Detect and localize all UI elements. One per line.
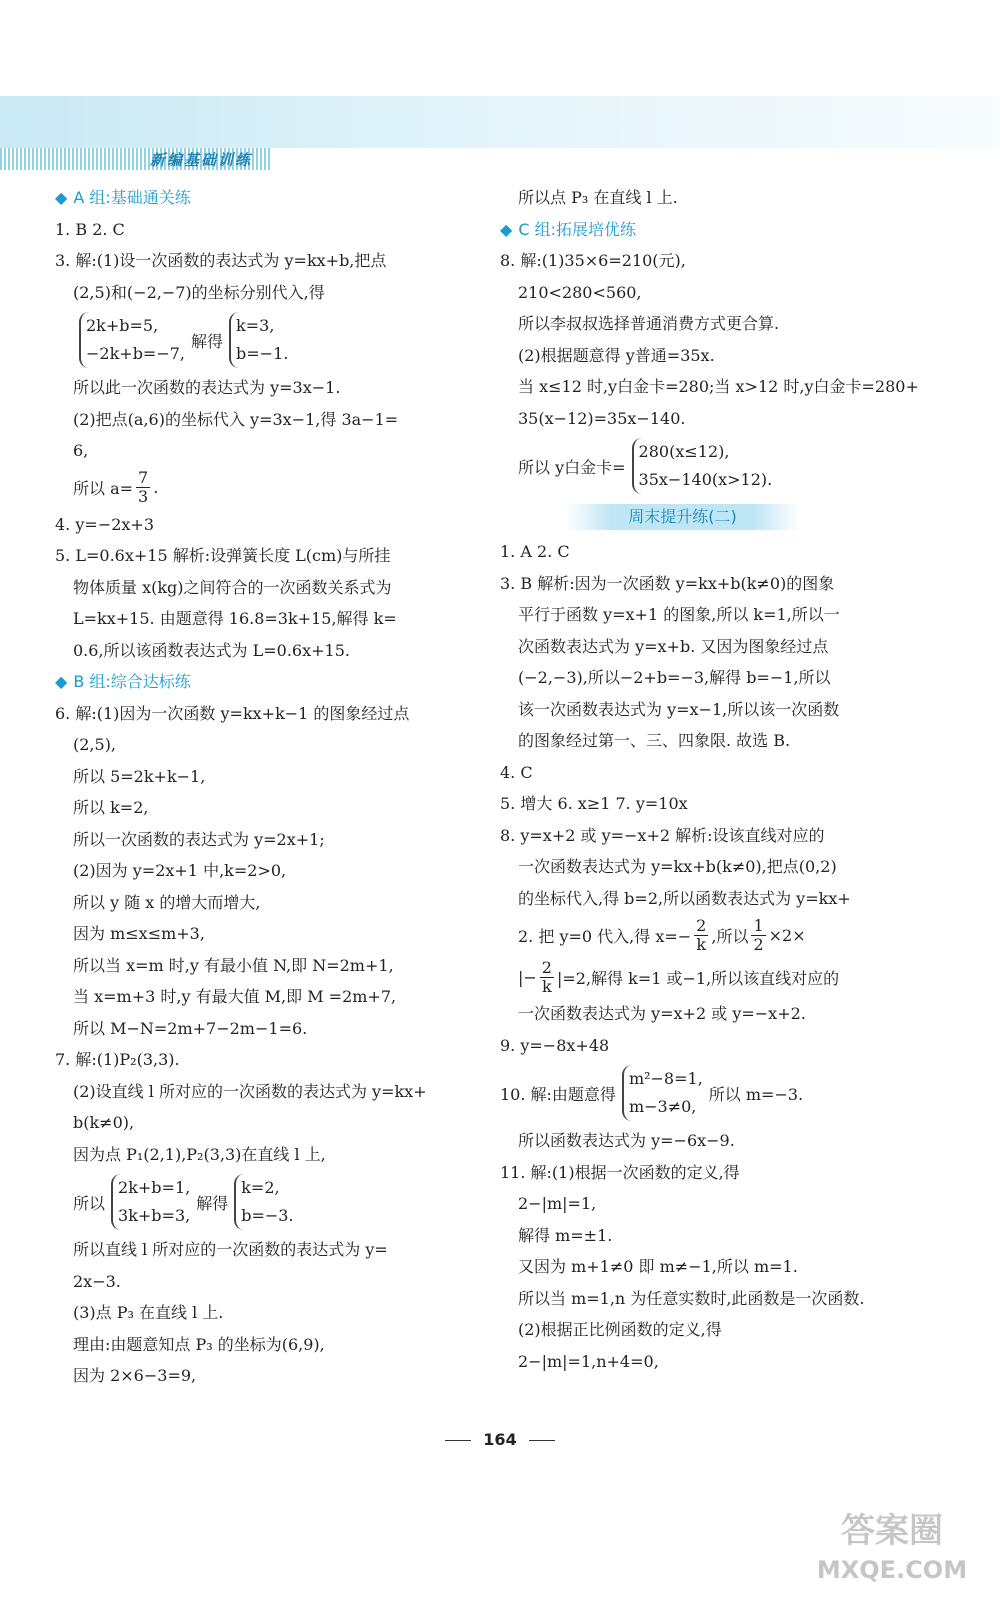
answer-line: 8. 解:(1)35×6=210(元), — [500, 251, 686, 270]
watermark-url: MXQE.COM — [816, 1556, 968, 1584]
answer-line: 的坐标代入,得 b=2,所以函数表达式为 y=kx+ — [518, 888, 851, 908]
answer-line: 3. B 解析:因为一次函数 y=kx+b(k≠0)的图象 — [500, 573, 835, 593]
answer-line: (2)设直线 l 所对应的一次函数的表达式为 y=kx+ — [73, 1081, 427, 1101]
diamond-icon: ◆ — [500, 219, 513, 239]
fraction-line: 2. 把 y=0 代入,得 x=− $\frac{2}{k}$ ,所以 $\frac{1}{2}$ ×2× — [518, 915, 806, 954]
answer-line: 所以点 P₃ 在直线 l 上. — [518, 188, 678, 207]
answer-line: 9. y=−8x+48 — [500, 1035, 610, 1055]
answer-line: 次函数表达式为 y=x+b. 又因为图象经过点 — [518, 636, 829, 656]
page-footer — [0, 1430, 1000, 1449]
brand-title: 新编基础训练 — [150, 151, 253, 169]
equation-system: 所以 2k+b=1, 3k+b=3, 解得 k=2, b=−3. — [55, 1170, 455, 1234]
answer-line: b(k≠0), — [73, 1113, 135, 1132]
answer-line: (2)根据正比例函数的定义,得 — [518, 1320, 722, 1339]
answer-line: 所以当 m=1,n 为任意实数时,此函数是一次函数. — [518, 1288, 865, 1308]
watermark-text: 答案圈 — [841, 1511, 943, 1551]
answer-line: (2)因为 y=2x+1 中,k=2>0, — [73, 861, 287, 880]
answer-line: (2,5), — [73, 735, 117, 754]
section-c-heading: ◆ C 组:拓展培优练 — [500, 219, 636, 239]
answer-line: L=kx+15. 由题意得 16.8=3k+15,解得 k= — [73, 609, 397, 628]
answer-line: 因为 m≤x≤m+3, — [73, 924, 205, 943]
answer-line: 所以 y 随 x 的增大而增大, — [73, 892, 261, 912]
answer-line: (2)根据题意得 y普通=35x. — [518, 345, 715, 365]
diamond-icon: ◆ — [55, 672, 68, 691]
answer-line: 0.6,所以该函数表达式为 L=0.6x+15. — [73, 640, 350, 660]
answer-line: 6. 解:(1)因为一次函数 y=kx+k−1 的图象经过点 — [55, 703, 410, 723]
page-number: 164 — [483, 1430, 517, 1449]
answer-line: 2x−3. — [73, 1271, 121, 1291]
fraction: $\frac{2}{k}$ — [696, 915, 707, 954]
answer-line: 所以此一次函数的表达式为 y=3x−1. — [73, 378, 341, 397]
answer-line: 因为点 P₁(2,1),P₂(3,3)在直线 l 上, — [73, 1144, 326, 1164]
answer-line: 11. 解:(1)根据一次函数的定义,得 — [500, 1162, 740, 1182]
answer-line: 当 x=m+3 时,y 有最大值 M,即 M =2m+7, — [73, 987, 397, 1006]
answer-line: 所以函数表达式为 y=−6x−9. — [518, 1131, 735, 1150]
answer-line: 所以直线 l 所对应的一次函数的表达式为 y= — [73, 1240, 388, 1259]
equation-system: 2k+b=5, −2k+b=−7, 解得 k=3, b=−1. — [55, 308, 455, 372]
system-brace: k=2, b=−3. — [234, 1174, 293, 1230]
answer-line: 7. 解:(1)P₂(3,3). — [55, 1050, 180, 1069]
diamond-icon: ◆ — [55, 188, 68, 207]
fraction: $\frac{2}{k}$ — [541, 957, 552, 996]
watermark-logo — [810, 1500, 975, 1590]
answer-line: (−2,−3),所以−2+b=−3,解得 b=−1,所以 — [518, 668, 831, 687]
answer-line: 一次函数表达式为 y=kx+b(k≠0),把点(0,2) — [518, 857, 837, 876]
answer-line: 所以 k=2, — [73, 798, 149, 817]
answer-line: 物体质量 x(kg)之间符合的一次函数关系式为 — [73, 577, 392, 597]
answer-line: 1. A 2. C — [500, 542, 570, 561]
answer-line: 8. y=x+2 或 y=−x+2 解析:设该直线对应的 — [500, 825, 825, 845]
section-b-heading: ◆ B 组:综合达标练 — [55, 672, 191, 691]
answer-line: 一次函数表达式为 y=x+2 或 y=−x+2. — [518, 1004, 806, 1023]
header-banner — [0, 96, 1000, 148]
system-brace: 280(x≤12), 35x−140(x>12). — [632, 438, 773, 494]
piecewise-function: 所以 y白金卡= 280(x≤12), 35x−140(x>12). — [500, 434, 900, 498]
left-column — [55, 182, 455, 1392]
answer-line: 所以 5=2k+k−1, — [73, 766, 206, 786]
fraction: $\frac{7}{3}$ — [138, 468, 149, 506]
system-brace: m²−8=1, m−3≠0, — [622, 1065, 703, 1121]
system-brace: k=3, b=−1. — [229, 312, 288, 368]
fraction: $\frac{1}{2}$ — [753, 915, 764, 954]
answer-line: 该一次函数表达式为 y=x−1,所以该一次函数 — [518, 699, 840, 719]
answer-line: 平行于函数 y=x+1 的图象,所以 k=1,所以一 — [518, 605, 840, 624]
answer-line: 1. B 2. C — [55, 219, 125, 239]
footer-dash — [445, 1440, 471, 1441]
footer-dash — [529, 1440, 555, 1441]
fraction-line: |− $\frac{2}{k}$ |=2,解得 k=1 或−1,所以该直线对应的 — [518, 957, 840, 996]
answer-line: 35(x−12)=35x−140. — [518, 408, 686, 428]
answer-line: 2−|m|=1, — [518, 1194, 597, 1213]
answer-line: 理由:由题意知点 P₃ 的坐标为(6,9), — [73, 1334, 325, 1354]
answer-line: 210<280<560, — [518, 282, 642, 302]
answer-line: 3. 解:(1)设一次函数的表达式为 y=kx+b,把点 — [55, 251, 387, 270]
equation-system: 10. 解:由题意得 m²−8=1, m−3≠0, 所以 m=−3. — [500, 1061, 900, 1125]
answer-line: (3)点 P₃ 在直线 l 上. — [73, 1303, 224, 1322]
answer-line: (2,5)和(−2,−7)的坐标分别代入,得 — [73, 282, 325, 302]
section-a-heading: ◆ A 组:基础通关练 — [55, 188, 191, 207]
answer-line: 当 x≤12 时,y白金卡=280;当 x>12 时,y白金卡=280+ — [518, 377, 919, 396]
system-brace: 2k+b=1, 3k+b=3, — [111, 1174, 190, 1230]
system-brace: 2k+b=5, −2k+b=−7, — [79, 312, 185, 368]
answer-line: 4. y=−2x+3 — [55, 514, 154, 534]
fraction-line: 所以 a= $\frac{7}{3}$ . — [73, 468, 159, 506]
answer-line: 的图象经过第一、三、四象限. 故选 B. — [518, 731, 791, 750]
answer-line: 5. L=0.6x+15 解析:设弹簧长度 L(cm)与所挂 — [55, 546, 391, 565]
answer-line: 5. 增大 6. x≥1 7. y=10x — [500, 794, 688, 813]
answer-line: 4. C — [500, 762, 533, 782]
answer-line: 6, — [73, 441, 89, 460]
answer-line: 又因为 m+1≠0 即 m≠−1,所以 m=1. — [518, 1257, 798, 1276]
answer-line: 2−|m|=1,n+4=0, — [518, 1351, 659, 1371]
answer-line: 所以一次函数的表达式为 y=2x+1; — [73, 829, 325, 849]
answer-line: (2)把点(a,6)的坐标代入 y=3x−1,得 3a−1= — [73, 409, 399, 429]
weekend-practice-heading: 周末提升练(二) — [565, 504, 800, 530]
answer-line: 所以当 x=m 时,y 有最小值 N,即 N=2m+1, — [73, 955, 394, 975]
answer-line: 所以李叔叔选择普通消费方式更合算. — [518, 314, 780, 333]
answer-line: 所以 M−N=2m+7−2m−1=6. — [73, 1018, 308, 1038]
answer-line: 因为 2×6−3=9, — [73, 1366, 197, 1385]
answer-line: 解得 m=±1. — [518, 1225, 613, 1245]
right-column — [500, 182, 919, 1377]
